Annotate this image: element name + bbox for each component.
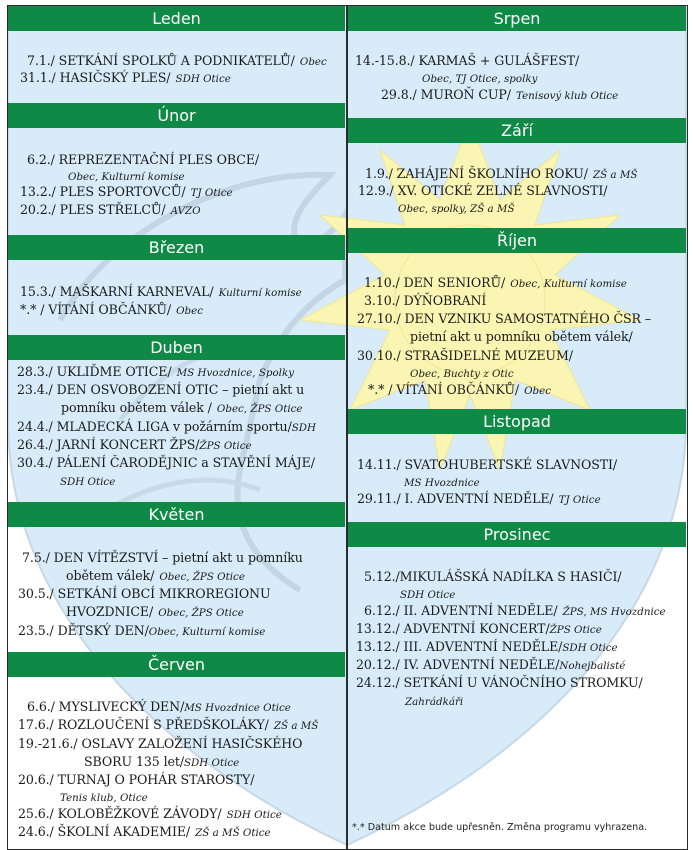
event-row: 6.12./ II. ADVENTNÍ NEDĚLE/ ŽPS, MS Hvozdnice: [364, 603, 666, 618]
event-row: 17.6./ ROZLOUČENÍ S PŘEDŠKOLÁKY/ ZŠ a MŠ: [18, 717, 319, 732]
month-header-listopad: Listopad: [348, 409, 686, 434]
event-row: 13.12./ III. ADVENTNÍ NEDĚLE/SDH Otice: [356, 639, 618, 654]
event-row: 28.3./ UKLIĎME OTICE/ MS Hvozdnice, Spolky: [17, 364, 295, 379]
event-row: 7.5./ DEN VÍTĚZSTVÍ – pietní akt u pomníku: [22, 550, 303, 565]
event-row: 25.6./ KOLOBĚŽKOVÉ ZÁVODY/ SDH Otice: [18, 806, 282, 821]
event-row: *.* / VÍTÁNÍ OBČÁNKŮ/ Obec: [368, 382, 551, 397]
event-row: 30.10./ STRAŠIDELNÉ MUZEUM/: [357, 348, 573, 363]
event-org: Obec, TJ Otice, spolky: [422, 73, 538, 85]
event-row: 1.10./ DEN SENIORŮ/ Obec, Kulturní komise: [364, 275, 627, 290]
event-row: 7.1./ SETKÁNÍ SPOLKŮ A PODNIKATELŮ/ Obec: [27, 53, 327, 68]
event-row-continued: SBORU 135 let/SDH Otice: [84, 754, 240, 769]
event-org: MS Hvozdnice: [404, 477, 480, 489]
event-org: Zahrádkáři: [405, 696, 464, 708]
event-org: SDH Otice: [400, 589, 456, 601]
month-header-rijen: Říjen: [348, 228, 686, 253]
event-row: 6.6./ MYSLIVECKÝ DEN/MS Hvozdnice Otice: [27, 699, 291, 714]
month-header-unor: Únor: [8, 103, 345, 128]
event-row: 31.1./ HASIČSKÝ PLES/ SDH Otice: [20, 70, 231, 85]
event-org: Obec, Buchty z Otic: [410, 368, 514, 380]
event-row-continued: obětem válek/ Obec, ŽPS Otice: [66, 568, 245, 583]
event-row: 30.5./ SETKÁNÍ OBCÍ MIKROREGIONU: [18, 586, 271, 601]
month-header-prosinec: Prosinec: [348, 522, 686, 547]
event-row: 24.12./ SETKÁNÍ U VÁNOČNÍHO STROMKU/: [356, 675, 643, 690]
event-row: 6.2./ REPREZENTAČNÍ PLES OBCE/: [27, 152, 260, 167]
event-row: 29.11./ I. ADVENTNÍ NEDĚLE/ TJ Otice: [357, 491, 601, 506]
event-row: 12.9./ XV. OTICKÉ ZELNÉ SLAVNOSTI/: [358, 183, 608, 198]
event-row: 14.11./ SVATOHUBERTSKÉ SLAVNOSTI/: [357, 457, 618, 472]
event-row: 24.4./ MLADECKÁ LIGA v požárním sportu/SDH: [17, 419, 317, 434]
event-row: 23.5./ DĚTSKÝ DEN/Obec, Kulturní komise: [18, 623, 266, 638]
month-header-duben: Duben: [8, 335, 345, 360]
event-org: Obec, Kulturní komise: [68, 171, 185, 183]
event-row: 13.2./ PLES SPORTOVCŮ/ TJ Otice: [20, 184, 233, 199]
event-row-continued: pomníku obětem válek / Obec, ŽPS Otice: [61, 400, 303, 415]
event-row: 27.10./ DEN VZNIKU SAMOSTATNÉHO ČSR –: [357, 311, 651, 326]
event-row: 13.12./ ADVENTNÍ KONCERT/ŽPS Otice: [356, 621, 602, 636]
month-header-leden: Leden: [8, 6, 345, 31]
event-row: 1.9./ ZAHÁJENÍ ŠKOLNÍHO ROKU/ ZŠ a MŠ: [365, 166, 638, 181]
event-row: 29.8./ MUROŇ CUP/ Tenisový klub Otice: [381, 87, 619, 102]
footnote: *.* Datum akce bude upřesněn. Změna programu vyhrazena.: [352, 822, 648, 833]
event-row: 26.4./ JARNÍ KONCERT ŽPS/ŽPS Otice: [17, 437, 252, 452]
event-row: 19.-21.6./ OSLAVY ZALOŽENÍ HASIČSKÉHO: [18, 736, 303, 751]
event-row: 15.3./ MAŠKARNÍ KARNEVAL/ Kulturní komise: [20, 284, 302, 299]
event-row: 5.12./MIKULÁŠSKÁ NADÍLKA S HASIČI/: [364, 569, 622, 584]
month-header-cerven: Červen: [8, 652, 345, 677]
event-org: Tenis klub, Otice: [60, 792, 148, 804]
event-row: 20.6./ TURNAJ O POHÁR STAROSTY/: [18, 772, 255, 787]
event-row: 23.4./ DEN OSVOBOZENÍ OTIC – pietní akt u: [17, 382, 305, 397]
event-org: Obec, spolky, ZŠ a MŠ: [398, 203, 515, 215]
event-row: 20.12./ IV. ADVENTNÍ NEDĚLE/Nohejbalisté: [356, 657, 626, 672]
month-header-zari: Září: [348, 118, 686, 143]
month-header-brezen: Březen: [8, 235, 345, 260]
event-row: 24.6./ ŠKOLNÍ AKADEMIE/ ZŠ a MŠ Otice: [18, 824, 271, 839]
month-header-kveten: Květen: [8, 502, 345, 527]
event-org: SDH Otice: [60, 476, 116, 488]
event-row: 20.2./ PLES STŘELCŮ/ AVZO: [20, 202, 201, 217]
event-row-continued: pietní akt u pomníku obětem válek/: [410, 329, 633, 344]
month-header-srpen: Srpen: [348, 6, 686, 31]
event-row: 30.4./ PÁLENÍ ČARODĚJNIC a STAVĚNÍ MÁJE/: [17, 455, 315, 470]
event-row: 3.10./ DÝŇOBRANÍ: [364, 293, 487, 308]
event-row: 14.-15.8./ KARMAŠ + GULÁŠFEST/: [355, 53, 580, 68]
event-row-continued: HVOZDNICE/ Obec, ŽPS Otice: [66, 604, 244, 619]
event-row: *.* / VÍTÁNÍ OBČÁNKŮ/ Obec: [20, 302, 203, 317]
